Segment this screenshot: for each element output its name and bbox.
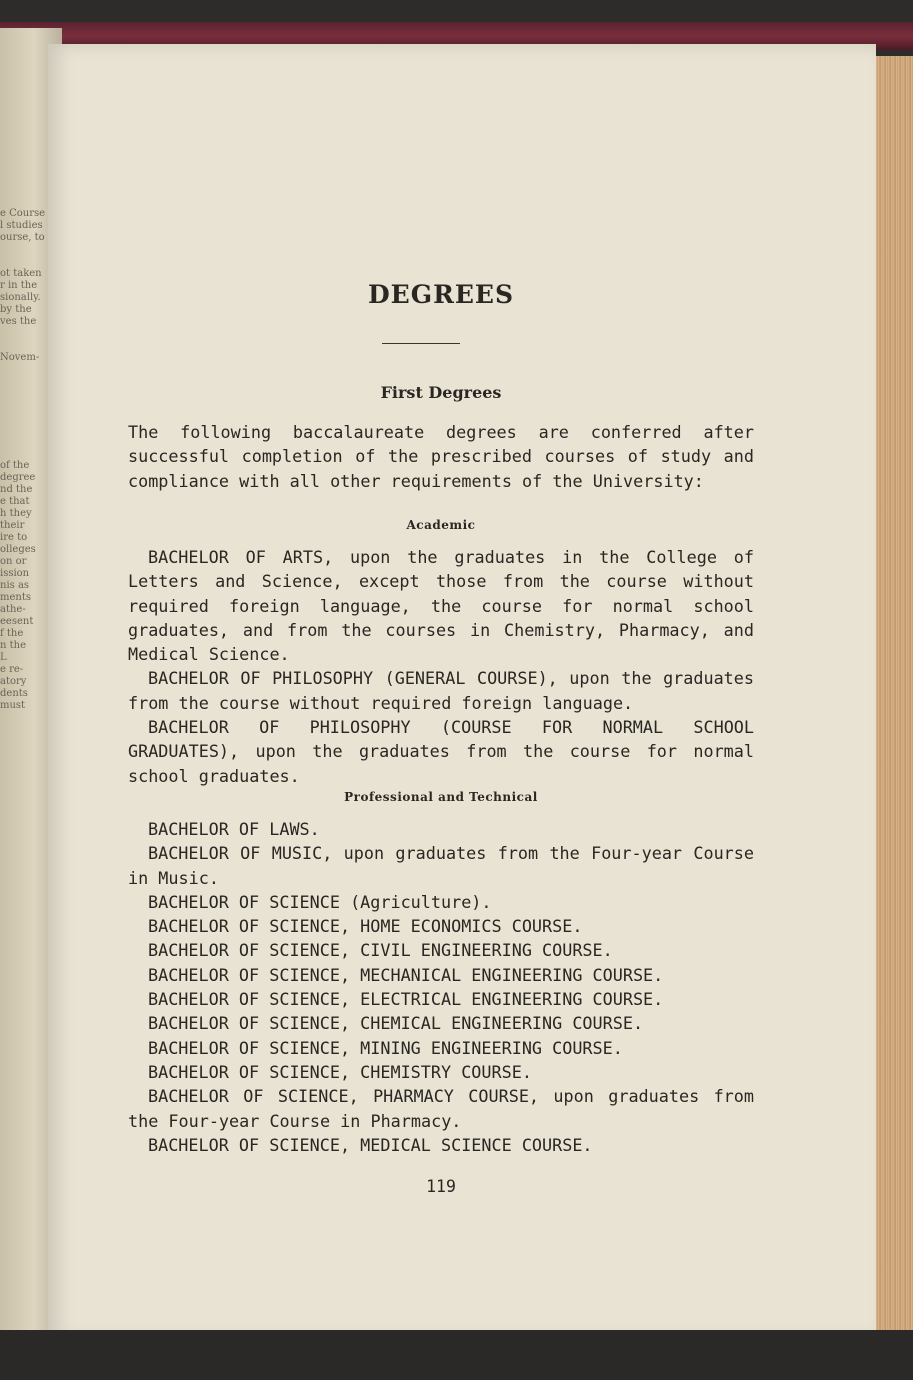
degree-entry: BACHELOR OF SCIENCE (Agriculture).: [148, 891, 492, 912]
degree-entry: BACHELOR OF SCIENCE, CIVIL ENGINEERING COURSE.: [148, 940, 613, 961]
first-degrees-heading: First Degrees: [380, 383, 502, 402]
professional-degree-list: [128, 817, 754, 1157]
degree-entry: BACHELOR OF SCIENCE, MEDICAL SCIENCE COURSE.: [148, 1134, 593, 1155]
intro-paragraph: The following baccalaureate degrees are conferred after successful completion of the prescribed courses of study and compliance with all other requirements of the University:: [128, 422, 754, 491]
degree-entry: BACHELOR OF SCIENCE, PHARMACY COURSE, upon graduates from the Four-year Course in Pharmacy.: [128, 1086, 754, 1131]
title-rule: [382, 343, 460, 344]
degree-entry: BACHELOR OF SCIENCE, MECHANICAL ENGINEERING COURSE.: [148, 964, 664, 985]
page-title: DEGREES: [367, 280, 515, 309]
degree-entry: BACHELOR OF LAWS.: [148, 819, 320, 839]
academic-heading: Academic: [406, 518, 476, 532]
professional-technical-heading: Professional and Technical: [344, 790, 538, 804]
degree-entry: BACHELOR OF ARTS, upon the graduates in the College of Letters and Science, except those from the course without required foreign language, the course for normal school graduates, and from the courses in Chemistry, Pharmacy, and Medical Science.: [128, 547, 754, 665]
degree-entry: BACHELOR OF SCIENCE, CHEMISTRY COURSE.: [148, 1061, 532, 1082]
left-page-text-fragments: e Course l studies ourse, to ot taken r in the sionally. by the ves the Novem- of the degree nd the e that h they their ire to olleges on or ission nis as ments athe- eesent f the n the L e re- atory dents must: [0, 208, 46, 711]
degree-entry: BACHELOR OF SCIENCE, ELECTRICAL ENGINEERING COURSE.: [148, 989, 664, 1010]
bottom-background: [0, 1330, 913, 1380]
degree-entry: BACHELOR OF MUSIC, upon graduates from the Four-year Course in Music.: [128, 843, 754, 888]
academic-degree-list: [128, 545, 754, 788]
degree-entry: BACHELOR OF SCIENCE, HOME ECONOMICS COURSE.: [148, 916, 583, 937]
degree-entry: BACHELOR OF PHILOSOPHY (COURSE FOR NORMAL SCHOOL GRADUATES), upon the graduates from the course for normal school graduates.: [128, 717, 754, 786]
degree-entry: BACHELOR OF SCIENCE, CHEMICAL ENGINEERING COURSE.: [148, 1013, 644, 1034]
degree-entry: BACHELOR OF SCIENCE, MINING ENGINEERING COURSE.: [148, 1037, 623, 1058]
degree-entry: BACHELOR OF PHILOSOPHY (GENERAL COURSE), upon the graduates from the course without required foreign language.: [128, 668, 754, 713]
page-number: 119: [426, 1177, 456, 1196]
page-stack-edge: [872, 56, 913, 1346]
